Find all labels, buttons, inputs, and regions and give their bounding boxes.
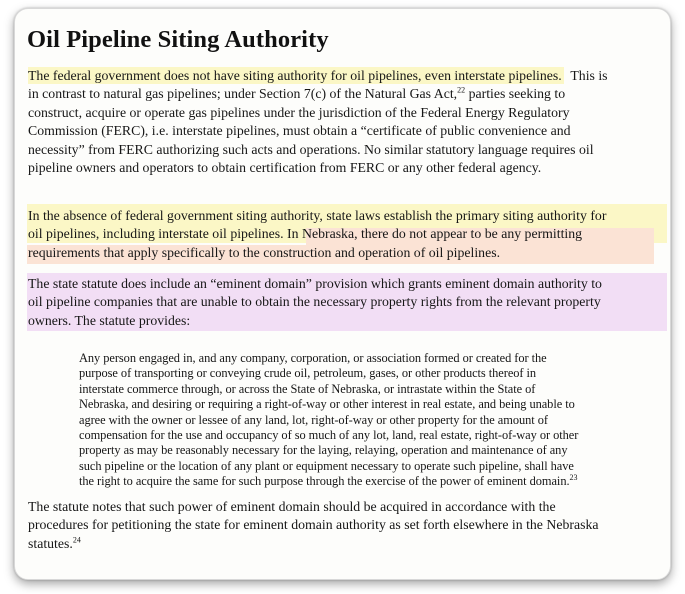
quote-line: agree with the owner or lessee of any land, lot, right-of-way or other property for the amount of xyxy=(79,412,548,427)
quote-line-last: the right to acquire the same for such purpose through the exercise of the power of eminent domain.$^{23}$ xyxy=(79,473,578,489)
para1-line-1: The federal government does not have siting authority for oil pipelines, even interstate pipelines. This is xyxy=(28,68,608,83)
para2-line-1: In the absence of federal government siting authority, state laws establish the primary siting authority for xyxy=(28,208,607,223)
para2-line-3: requirements that apply specifically to the construction and operation of oil pipelines. xyxy=(28,244,501,260)
quote-line: Nebraska, and desiring or requiring a right-of-way or other interest in real estate, and being unable to xyxy=(79,397,575,412)
paragraph-federal-authority xyxy=(28,67,663,177)
para1-line-6: pipeline owners and operators to obtain certification from FERC or any other federal agency. xyxy=(28,160,542,176)
para1-line-2: in contrast to natural gas pipelines; under Section 7(c) of the Natural Gas Act,$^{22}$ parties seeking to xyxy=(28,85,566,102)
page-title: Oil Pipeline Siting Authority xyxy=(27,26,329,53)
para4-line-2: procedures for petitioning the state for eminent domain authority as set forth elsewhere in the Nebraska xyxy=(28,517,599,533)
highlight-yellow: The federal government does not have siting authority for oil pipelines, even interstate pipelines. xyxy=(28,68,562,83)
paragraph-eminent-domain xyxy=(28,275,663,330)
footnote-ref-22: 22 xyxy=(457,85,466,95)
para1-line-5: necessity” from FERC authorizing such acts and operations. No similar statutory language requires oil xyxy=(28,141,594,157)
para2-line-2: oil pipelines, including interstate oil pipelines. In Nebraska, there do not appear to be any permitting xyxy=(28,226,583,242)
quote-line: compensation for the use and occupancy of so much of any lot, land, real estate, right-of-way or other xyxy=(79,428,579,443)
footnote-ref-23: 23 xyxy=(569,473,578,483)
para1-line-3: construct, acquire or operate gas pipelines under the jurisdiction of the Federal Energy Regulatory xyxy=(28,104,570,120)
para3-line-1: The state statute does include an “eminent domain” provision which grants eminent domain authority to xyxy=(28,276,602,291)
footnote-ref-24: 24 xyxy=(72,535,81,545)
statute-quote xyxy=(79,351,644,490)
para1-line-4: Commission (FERC), i.e. interstate pipelines, must obtain a “certificate of public convenience and xyxy=(28,123,571,139)
paragraph-state-laws xyxy=(28,207,663,262)
quote-line: such pipeline or the location of any plant or equipment necessary to operate such pipeline, shall have xyxy=(79,458,574,473)
document-card xyxy=(14,8,671,580)
quote-line: purpose of transporting or conveying crude oil, petroleum, gases, or other products thereof in xyxy=(79,366,537,381)
paragraph-procedures xyxy=(28,498,663,553)
para3-line-3: owners. The statute provides: xyxy=(28,312,191,328)
para4-line-1: The statute notes that such power of eminent domain should be acquired in accordance with the xyxy=(28,499,556,514)
quote-line: interstate commerce through, or across the State of Nebraska, or intrastate within the State of xyxy=(79,381,536,396)
quote-line: property as may be reasonably necessary for the laying, relaying, operation and maintenance of any xyxy=(79,443,568,458)
para3-line-2: oil pipeline companies that are unable to obtain the necessary property rights from the relevant property xyxy=(28,294,601,310)
para4-line-3: statutes.$^{24}$ xyxy=(28,535,81,551)
quote-line: Any person engaged in, and any company, corporation, or association formed or created for the xyxy=(79,351,547,365)
